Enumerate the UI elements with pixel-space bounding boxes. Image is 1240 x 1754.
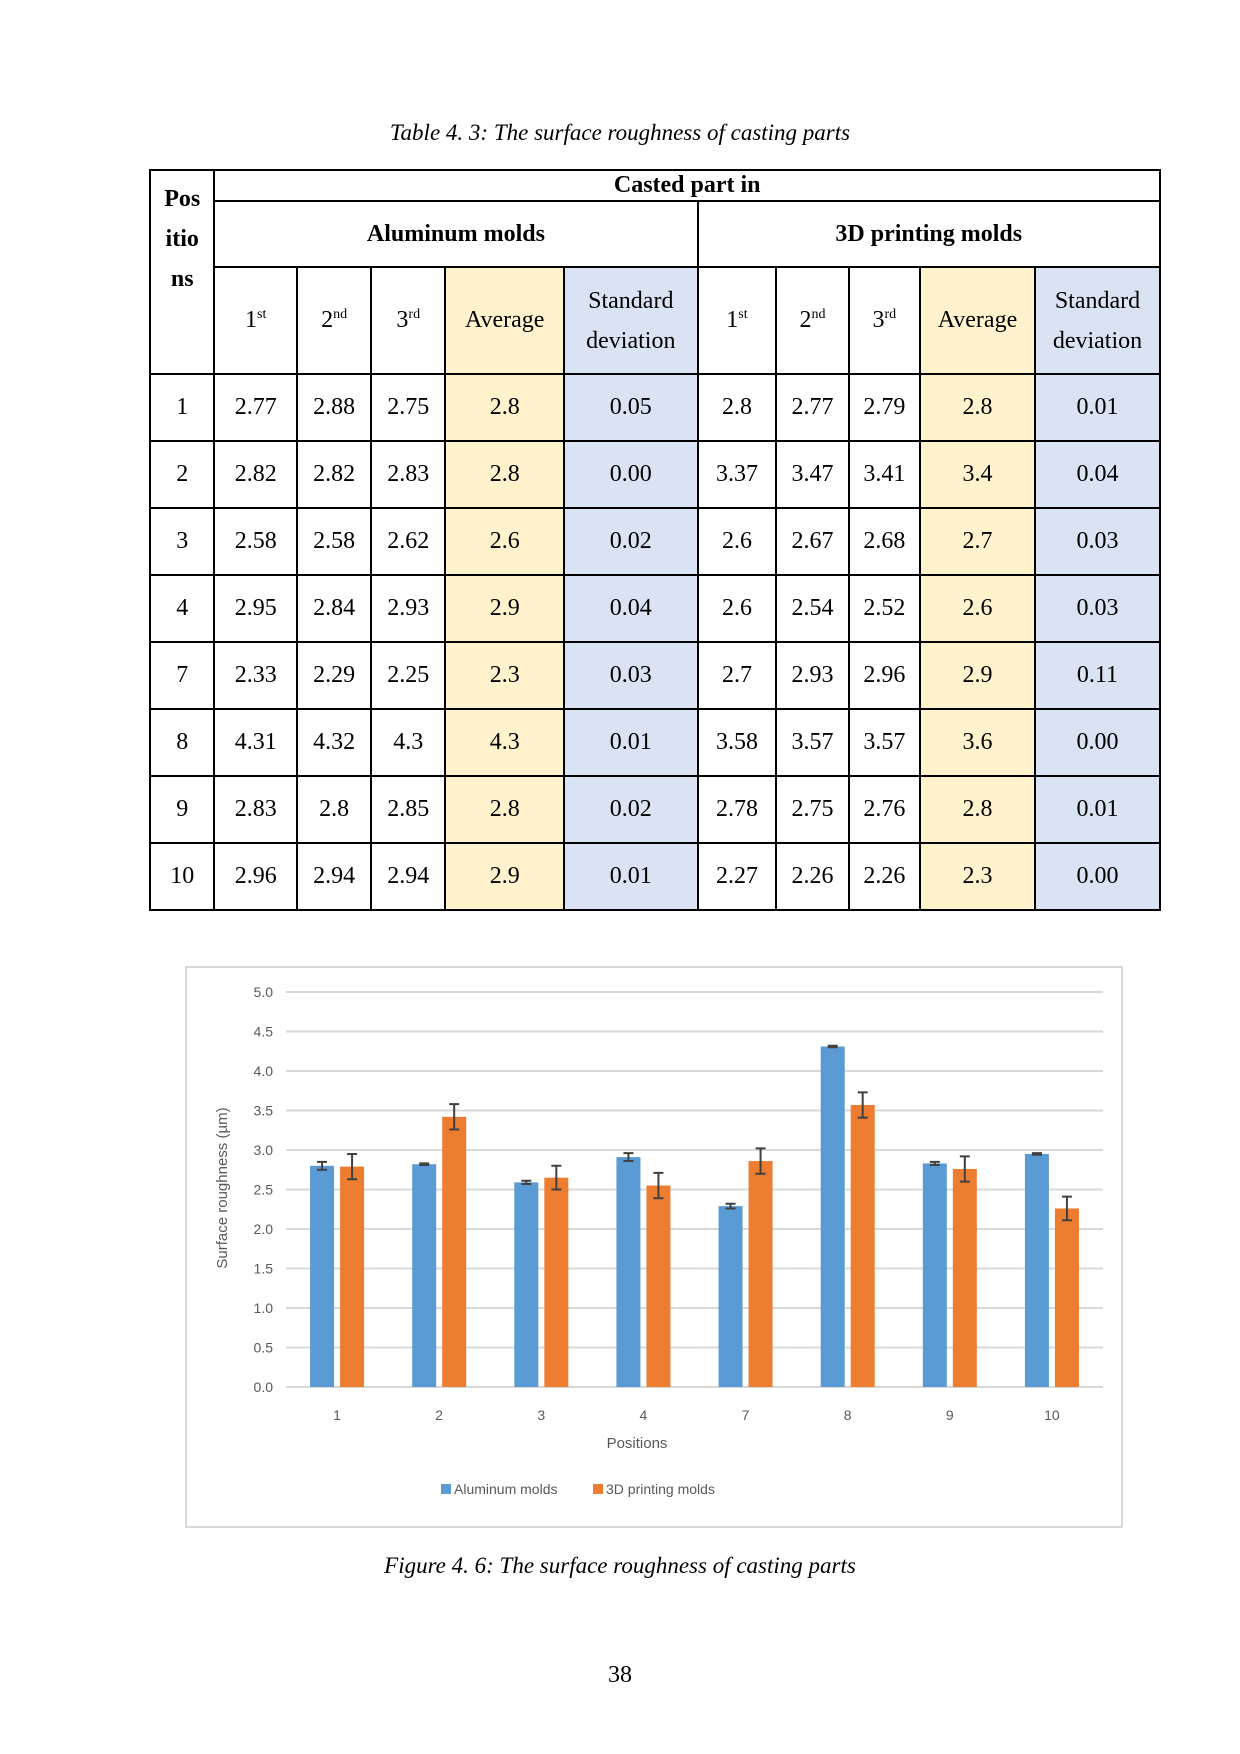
value-cell: 2.68 xyxy=(849,508,920,575)
y-tick-label: 1.5 xyxy=(253,1260,273,1277)
position-cell: 10 xyxy=(150,843,214,910)
value-cell: 4.31 xyxy=(214,709,297,776)
value-cell: 3.57 xyxy=(849,709,920,776)
value-cell: 2.27 xyxy=(698,843,777,910)
group-header: Casted part in xyxy=(214,170,1160,201)
sd-cell: 0.01 xyxy=(564,843,697,910)
average-cell: 2.9 xyxy=(920,642,1035,709)
x-tick-label: 10 xyxy=(1044,1407,1060,1423)
position-cell: 4 xyxy=(150,575,214,642)
value-cell: 2.8 xyxy=(297,776,371,843)
sd-cell: 0.01 xyxy=(1035,374,1160,441)
y-tick-label: 2.0 xyxy=(253,1221,273,1237)
x-tick-label: 4 xyxy=(639,1407,648,1423)
position-cell: 3 xyxy=(150,508,214,575)
position-cell: 2 xyxy=(150,441,214,508)
bar xyxy=(821,1047,845,1387)
roughness-table xyxy=(149,169,1161,911)
table-row xyxy=(150,642,1160,709)
average-cell: 3.4 xyxy=(920,441,1035,508)
x-tick-label: 9 xyxy=(945,1407,954,1423)
value-cell: 2.82 xyxy=(297,441,371,508)
printing-header: 3D printing molds xyxy=(698,201,1160,267)
sd-cell: 0.01 xyxy=(1035,776,1160,843)
value-cell: 2.33 xyxy=(214,642,297,709)
table-row xyxy=(150,776,1160,843)
x-tick-label: 2 xyxy=(435,1407,444,1423)
value-cell: 2.67 xyxy=(776,508,848,575)
error-bar xyxy=(1032,1153,1042,1155)
error-bar xyxy=(419,1163,429,1165)
bar xyxy=(719,1206,743,1387)
bar-chart xyxy=(187,968,1121,1526)
value-cell: 2.76 xyxy=(849,776,920,843)
value-cell: 2.88 xyxy=(297,374,371,441)
value-cell: 3.37 xyxy=(698,441,777,508)
sd-header: Standard deviation xyxy=(1035,267,1160,374)
bar xyxy=(616,1157,640,1387)
sd-cell: 0.03 xyxy=(1035,575,1160,642)
average-cell: 2.7 xyxy=(920,508,1035,575)
value-cell: 2.95 xyxy=(214,575,297,642)
error-bar xyxy=(828,1046,838,1048)
sd-header: Standard deviation xyxy=(564,267,697,374)
sd-cell: 0.05 xyxy=(564,374,697,441)
x-tick-label: 7 xyxy=(741,1407,750,1423)
value-cell: 2.96 xyxy=(849,642,920,709)
bar xyxy=(1055,1208,1079,1387)
value-cell: 2.94 xyxy=(371,843,445,910)
average-cell: 2.8 xyxy=(445,776,564,843)
position-cell: 8 xyxy=(150,709,214,776)
average-cell: 2.8 xyxy=(445,374,564,441)
trial-header: 1st xyxy=(698,267,777,374)
x-tick-label: 1 xyxy=(333,1407,341,1423)
bar xyxy=(412,1164,436,1387)
x-tick-label: 3 xyxy=(537,1407,546,1423)
value-cell: 4.3 xyxy=(371,709,445,776)
legend-swatch xyxy=(441,1484,451,1494)
value-cell: 2.29 xyxy=(297,642,371,709)
positions-header: Pos itio ns xyxy=(150,170,214,374)
bar xyxy=(544,1178,568,1387)
value-cell: 2.7 xyxy=(698,642,777,709)
average-cell: 2.3 xyxy=(445,642,564,709)
legend-label: 3D printing molds xyxy=(606,1481,715,1497)
value-cell: 2.93 xyxy=(776,642,848,709)
value-cell: 3.41 xyxy=(849,441,920,508)
value-cell: 2.26 xyxy=(776,843,848,910)
value-cell: 2.75 xyxy=(371,374,445,441)
value-cell: 2.96 xyxy=(214,843,297,910)
value-cell: 3.47 xyxy=(776,441,848,508)
value-cell: 2.84 xyxy=(297,575,371,642)
y-tick-label: 4.0 xyxy=(253,1063,273,1079)
trial-header: 2nd xyxy=(297,267,371,374)
page-number: 38 xyxy=(608,1662,632,1688)
figure-caption: Figure 4. 6: The surface roughness of casting parts xyxy=(384,1553,856,1578)
table-row xyxy=(150,575,1160,642)
value-cell: 2.26 xyxy=(849,843,920,910)
error-bar xyxy=(726,1204,736,1209)
value-cell: 4.32 xyxy=(297,709,371,776)
y-tick-label: 1.0 xyxy=(253,1300,273,1316)
value-cell: 2.77 xyxy=(214,374,297,441)
value-cell: 2.78 xyxy=(698,776,777,843)
error-bar xyxy=(930,1162,940,1165)
position-cell: 1 xyxy=(150,374,214,441)
average-cell: 2.8 xyxy=(445,441,564,508)
y-axis-label: Surface roughness (µm) xyxy=(214,1107,231,1269)
average-cell: 2.6 xyxy=(445,508,564,575)
sd-cell: 0.03 xyxy=(1035,508,1160,575)
position-cell: 7 xyxy=(150,642,214,709)
y-tick-label: 3.5 xyxy=(253,1102,273,1119)
table-caption: Table 4. 3: The surface roughness of casting parts xyxy=(389,120,851,145)
bar xyxy=(646,1186,670,1387)
y-tick-label: 3.0 xyxy=(253,1142,273,1158)
aluminum-header: Aluminum molds xyxy=(214,201,697,267)
table-row xyxy=(150,709,1160,776)
table-row xyxy=(150,441,1160,508)
sd-cell: 0.00 xyxy=(1035,709,1160,776)
average-cell: 2.8 xyxy=(920,776,1035,843)
value-cell: 3.57 xyxy=(776,709,848,776)
value-cell: 2.75 xyxy=(776,776,848,843)
sd-cell: 0.00 xyxy=(564,441,697,508)
sd-cell: 0.04 xyxy=(1035,441,1160,508)
average-cell: 2.9 xyxy=(445,575,564,642)
x-tick-label: 8 xyxy=(843,1407,852,1423)
value-cell: 2.79 xyxy=(849,374,920,441)
position-cell: 9 xyxy=(150,776,214,843)
average-cell: 2.3 xyxy=(920,843,1035,910)
value-cell: 2.94 xyxy=(297,843,371,910)
value-cell: 2.6 xyxy=(698,508,777,575)
y-tick-label: 4.5 xyxy=(253,1023,273,1040)
value-cell: 2.54 xyxy=(776,575,848,642)
bar xyxy=(851,1105,875,1387)
bar xyxy=(749,1161,773,1387)
value-cell: 3.58 xyxy=(698,709,777,776)
value-cell: 2.6 xyxy=(698,575,777,642)
average-cell: 2.6 xyxy=(920,575,1035,642)
value-cell: 2.85 xyxy=(371,776,445,843)
x-axis-label: Positions xyxy=(606,1435,668,1452)
value-cell: 2.83 xyxy=(214,776,297,843)
table-row xyxy=(150,508,1160,575)
y-tick-label: 0.0 xyxy=(253,1379,273,1395)
y-tick-label: 2.5 xyxy=(253,1181,273,1198)
bar xyxy=(1025,1154,1049,1387)
sd-cell: 0.00 xyxy=(1035,843,1160,910)
y-tick-label: 5.0 xyxy=(253,984,273,1000)
sd-cell: 0.11 xyxy=(1035,642,1160,709)
average-cell: 4.3 xyxy=(445,709,564,776)
average-header: Average xyxy=(920,267,1035,374)
value-cell: 2.25 xyxy=(371,642,445,709)
value-cell: 2.83 xyxy=(371,441,445,508)
sd-cell: 0.03 xyxy=(564,642,697,709)
bar xyxy=(514,1182,538,1387)
value-cell: 2.58 xyxy=(297,508,371,575)
value-cell: 2.52 xyxy=(849,575,920,642)
chart-frame xyxy=(185,966,1123,1528)
value-cell: 2.77 xyxy=(776,374,848,441)
average-cell: 2.9 xyxy=(445,843,564,910)
table-row xyxy=(150,843,1160,910)
trial-header: 3rd xyxy=(371,267,445,374)
trial-header: 2nd xyxy=(776,267,848,374)
value-cell: 2.58 xyxy=(214,508,297,575)
sd-cell: 0.01 xyxy=(564,709,697,776)
bar xyxy=(442,1117,466,1387)
average-header: Average xyxy=(445,267,564,374)
value-cell: 2.62 xyxy=(371,508,445,575)
value-cell: 2.82 xyxy=(214,441,297,508)
sd-cell: 0.02 xyxy=(564,508,697,575)
sd-cell: 0.04 xyxy=(564,575,697,642)
value-cell: 2.8 xyxy=(698,374,777,441)
average-cell: 3.6 xyxy=(920,709,1035,776)
bar xyxy=(923,1163,947,1387)
y-tick-label: 0.5 xyxy=(253,1339,273,1356)
value-cell: 2.93 xyxy=(371,575,445,642)
trial-header: 1st xyxy=(214,267,297,374)
legend-label: Aluminum molds xyxy=(454,1481,558,1497)
bar xyxy=(310,1166,334,1387)
table-row xyxy=(150,374,1160,441)
bar xyxy=(953,1169,977,1387)
sd-cell: 0.02 xyxy=(564,776,697,843)
average-cell: 2.8 xyxy=(920,374,1035,441)
trial-header: 3rd xyxy=(849,267,920,374)
bar xyxy=(340,1167,364,1387)
legend-swatch xyxy=(593,1484,603,1494)
